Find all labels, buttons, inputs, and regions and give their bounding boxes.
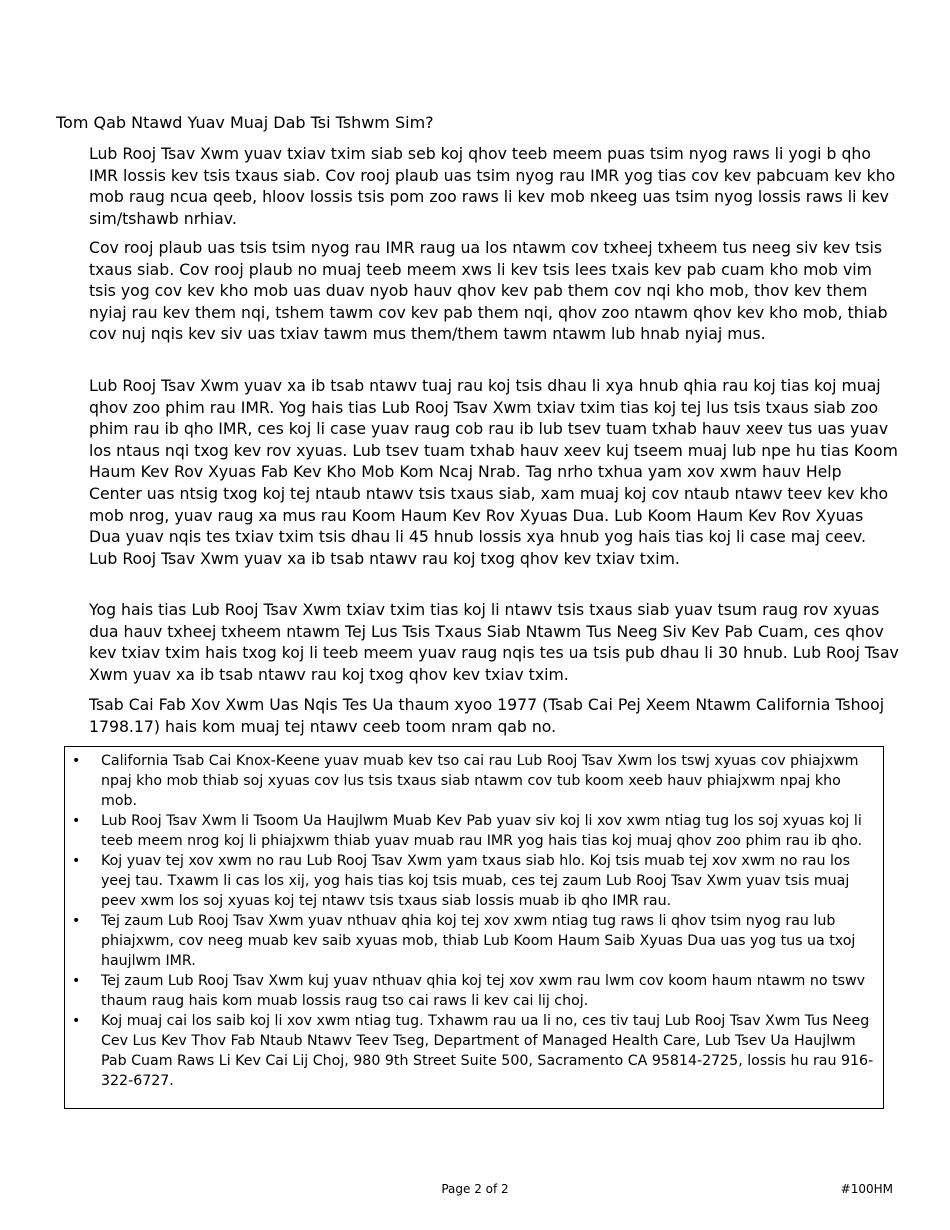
list-item-text: Tej zaum Lub Rooj Tsav Xwm kuj yuav nthuav qhia koj tej xov xwm rau lwm cov koom haum ntawm no tswv thaum raug hais kom muab lossis raug tso cai raws li kev cai lij choj.	[101, 973, 866, 1009]
paragraph-eligibility: Lub Rooj Tsav Xwm yuav txiav txim siab seb koj qhov teeb meem puas tsim nyog raws li yogi b qho IMR lossis kev tsis txaus siab. Cov rooj plaub uas tsim nyog rau IMR yog tias cov kev pabcuam kev kho mob raug ncua qeeb, hloov lossis tsis pom zoo raws li kev mob nkeeg uas tsim nyog lossis raws li kev sim/tshawb nrhiav.	[89, 144, 896, 228]
list-item	[65, 911, 879, 971]
list-item-text: California Tsab Cai Knox-Keene yuav muab kev tso cai rau Lub Rooj Tsav Xwm los tswj xyuas cov phiajxwm npaj kho mob thiab soj xyuas cov lus tsis txaus siab ntawm cov tub koom xeeb hauv phiajxwm npaj kho mob.	[101, 753, 859, 809]
list-item	[65, 1011, 879, 1091]
page-number: Page 2 of 2	[441, 1182, 509, 1196]
list-item-text: Koj yuav tej xov xwm no rau Lub Rooj Tsav Xwm yam txaus siab hlo. Koj tsis muab tej xov xwm no rau los yeej tau. Txawm li cas los xij, yog hais tias koj tsis muab, ces tej zaum Lub Rooj Tsav Xwm yuav tsis muaj peev xwm los soj xyuas koj tej ntawv tsis txaus siab lossis muab ib qho IMR rau.	[101, 853, 850, 909]
bullet-icon: •	[72, 753, 81, 769]
bullet-icon: •	[72, 813, 81, 829]
bullet-icon: •	[72, 853, 81, 869]
list-item	[65, 851, 879, 911]
list-item-text: Tej zaum Lub Rooj Tsav Xwm yuav nthuav qhia koj tej xov xwm ntiag tug raws li qhov tsim nyog rau lub phiajxwm, cov neeg muab kev saib xyuas mob, thiab Lub Koom Haum Saib Xyuas Dua uas yog tus ua txoj haujlwm IMR.	[101, 913, 856, 969]
list-item	[65, 971, 879, 1011]
list-item	[65, 751, 879, 811]
bullet-icon: •	[72, 973, 81, 989]
bullet-icon: •	[72, 1013, 81, 1029]
paragraph-privacy-act: Tsab Cai Fab Xov Xwm Uas Nqis Tes Ua thaum xyoo 1977 (Tsab Cai Pej Xeem Ntawm California Tshooj 1798.17) hais kom muaj tej ntawv ceeb toom nram qab no.	[89, 695, 885, 736]
section-heading: Tom Qab Ntawd Yuav Muaj Dab Tsi Tshwm Sim?	[56, 113, 434, 132]
list-item-text: Lub Rooj Tsav Xwm li Tsoom Ua Haujlwm Muab Kev Pab yuav siv koj li xov xwm ntiag tug los soj xyuas koj li teeb meem nrog koj li phiajxwm thiab yuav muab rau IMR yog hais tias koj muaj qhov zoo phim rau ib qho.	[101, 813, 863, 849]
privacy-notice-box	[64, 746, 884, 1109]
list-item	[65, 811, 879, 851]
form-code: #100HM	[840, 1182, 893, 1196]
paragraph-grievance-process: Cov rooj plaub uas tsis tsim nyog rau IMR raug ua los ntawm cov txheej txheem tus neeg siv kev tsis txaus siab. Cov rooj plaub no muaj teeb meem xws li kev tsis lees txais kev pab cuam kho mob vim tsis yog cov kev kho mob uas duav nyob hauv qhov kev pab them cov nqi kho mob, thov kev them nyiaj rau kev them nqi, tshem tawm cov kev pab them nqi, qhov zoo ntawm qhov kev kho mob, thiab cov nuj nqis kev siv uas txiav tawm mus them/them tawm ntawm lub hnab nyiaj mus.	[89, 238, 888, 344]
bullet-icon: •	[72, 913, 81, 929]
paragraph-imr-review: Lub Rooj Tsav Xwm yuav xa ib tsab ntawv tuaj rau koj tsis dhau li xya hnub qhia rau koj tias koj muaj qhov zoo phim rau IMR. Yog hais tias Lub Rooj Tsav Xwm txiav txim tias koj tej lus tsis txaus siab zoo phim rau ib qho IMR, ces koj li case yuav raug cob rau ib lub tsev tuam txhab hauv xeev tus uas yuav los ntaus nqi txog kev rov xyuas. Lub tsev tuam txhab hauv xeev kuj tseem muaj lub npe hu tias Koom Haum Kev Rov Xyuas Fab Kev Kho Mob Kom Ncaj Nrab. Tag nrho txhua yam xov xwm hauv Help Center uas ntsig txog koj tej ntaub ntawv tsis txaus siab, xam muaj koj cov ntaub ntawv teev kev kho mob nrog, yuav raug xa mus rau Koom Haum Kev Rov Xyuas Dua. Lub Koom Haum Kev Rov Xyuas Dua yuav nqis tes txiav txim tsis dhau li 45 hnub lossis xya hnub yog hais tias koj li case maj ceev. Lub Rooj Tsav Xwm yuav xa ib tsab ntawv rau koj txog qhov kev txiav txim.	[89, 376, 898, 568]
paragraph-30-day-decision: Yog hais tias Lub Rooj Tsav Xwm txiav txim tias koj li ntawv tsis txaus siab yuav tsum raug rov xyuas dua hauv txheej txheem ntawm Tej Lus Tsis Txaus Siab Ntawm Tus Neeg Siv Kev Pab Cuam, ces qhov kev txiav txim hais txog koj li teeb meem yuav raug nqis tes ua tsis pub dhau li 30 hnub. Lub Rooj Tsav Xwm yuav xa ib tsab ntawv rau koj txog qhov kev txiav txim.	[89, 600, 899, 684]
privacy-notice-list	[65, 751, 879, 1091]
list-item-text: Koj muaj cai los saib koj li xov xwm ntiag tug. Txhawm rau ua li no, ces tiv tauj Lub Rooj Tsav Xwm Tus Neeg Cev Lus Kev Thov Fab Ntaub Ntawv Teev Tseg, Department of Managed Health Care, Lub Tsev Ua Haujlwm Pab Cuam Raws Li Kev Cai Lij Choj, 980 9th Street Suite 500, Sacramento CA 95814-2725, lossis hu rau 916-322-6727.	[101, 1013, 874, 1089]
